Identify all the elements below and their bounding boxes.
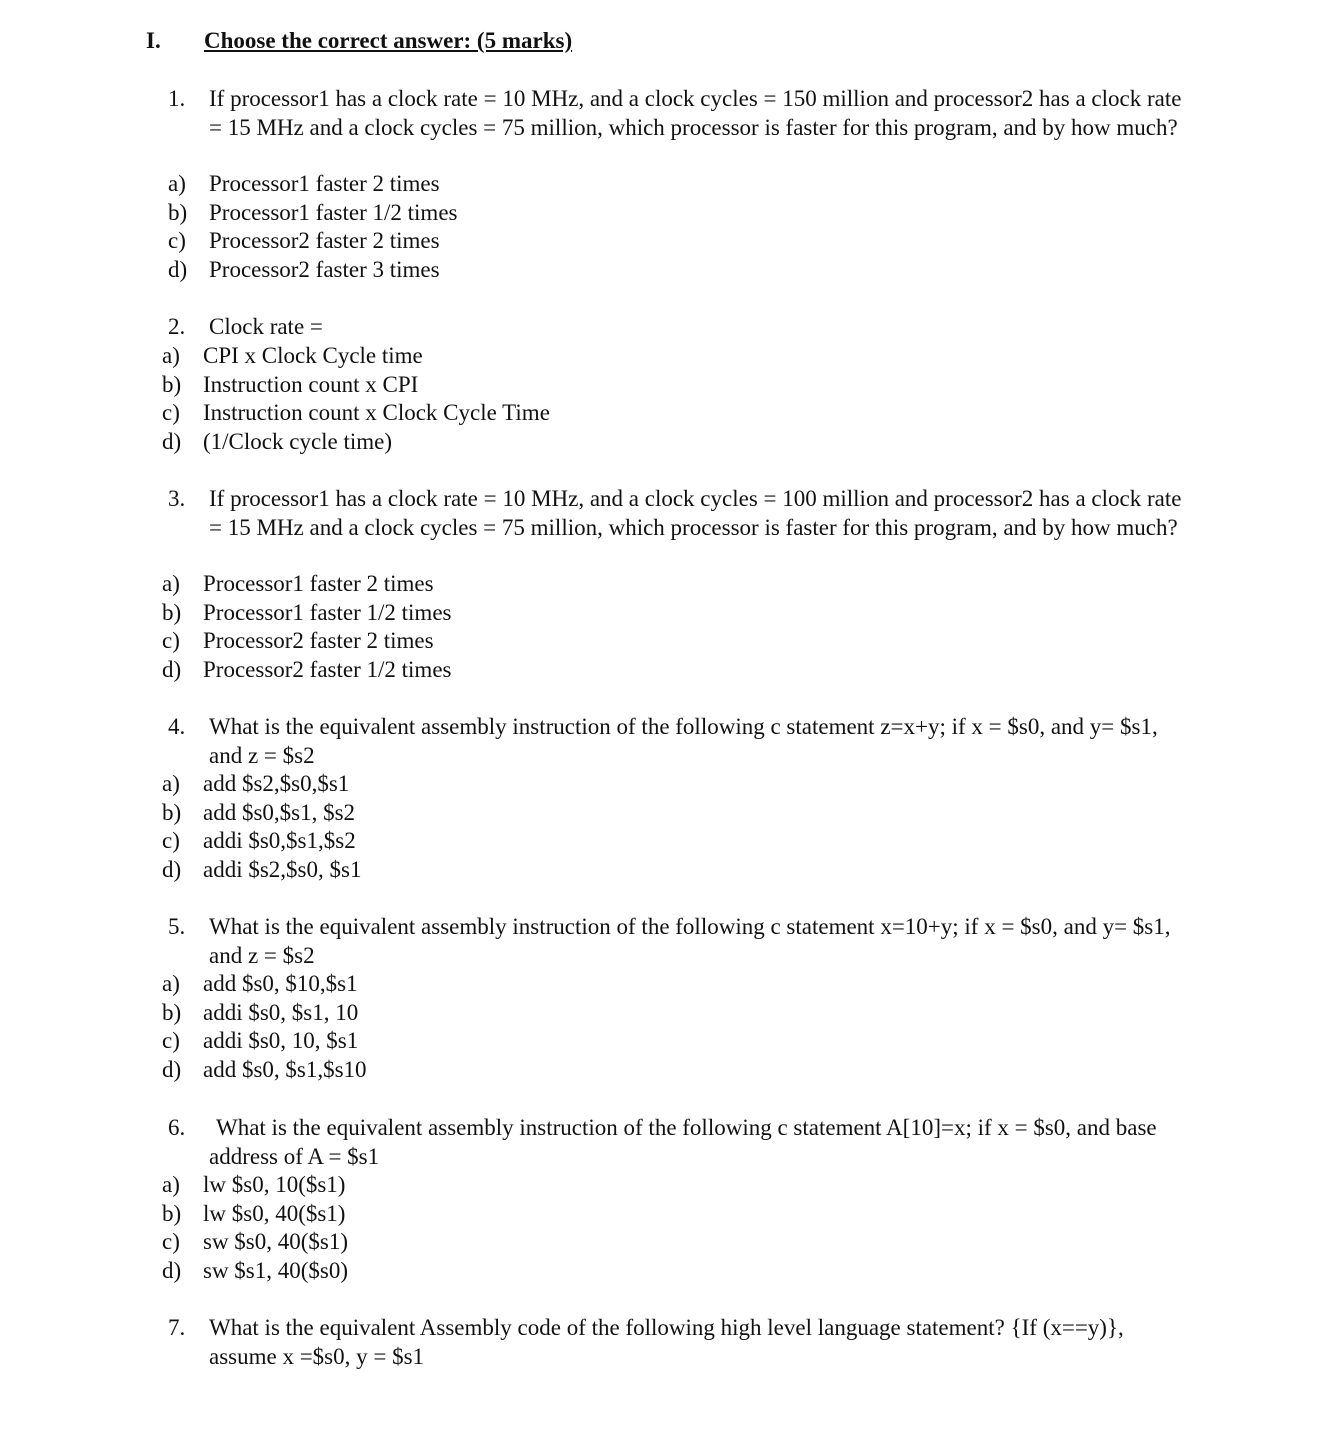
question-number: 1. xyxy=(168,86,186,111)
option-text: addi $s0,$s1,$s2 xyxy=(203,828,356,854)
section-number: I. xyxy=(146,28,161,53)
option-label: c) xyxy=(162,628,180,654)
option-label: a) xyxy=(162,1172,180,1197)
option-text: (1/Clock cycle time) xyxy=(203,429,393,455)
section-title: Choose the correct answer: (5 marks) xyxy=(204,28,573,53)
question-number: 3. xyxy=(168,486,186,511)
option-text: Processor2 faster 2 times xyxy=(203,628,434,654)
option-label: d) xyxy=(162,429,182,455)
question-number: 2. xyxy=(168,314,186,339)
option-label: a) xyxy=(162,571,180,596)
question-text: Clock rate = xyxy=(209,314,323,339)
option-text: addi $s2,$s0, $s1 xyxy=(203,857,362,883)
option-label: b) xyxy=(162,371,182,397)
option-label: d) xyxy=(162,857,182,883)
option-text: CPI x Clock Cycle time xyxy=(203,343,423,368)
option-text: Processor1 faster 2 times xyxy=(209,171,440,196)
option-text: sw $s1, 40($s0) xyxy=(203,1258,349,1284)
option-label: b) xyxy=(162,799,182,825)
option-label: c) xyxy=(162,1028,180,1054)
option-label: b) xyxy=(162,1200,182,1226)
option-label: d) xyxy=(168,257,188,283)
option-text: add $s0,$s1, $s2 xyxy=(203,799,356,825)
question-text: What is the equivalent assembly instruction of the following c statement A[10]=x; if x = $s0, and base address of A = $s1 xyxy=(209,1115,1157,1169)
option-label: d) xyxy=(162,1258,182,1284)
option-text: add $s0, $s1,$s10 xyxy=(203,1057,367,1083)
question-number: 4. xyxy=(168,714,186,739)
option-label: d) xyxy=(162,657,182,683)
option-text: Processor2 faster 3 times xyxy=(209,257,440,283)
option-label: b) xyxy=(168,199,188,225)
question-text: What is the equivalent assembly instruction of the following c statement z=x+y; if x = $s0, and y= $s1, and z = $s2 xyxy=(209,714,1158,768)
option-text: Instruction count x CPI xyxy=(203,371,419,397)
option-text: lw $s0, 40($s1) xyxy=(203,1200,346,1226)
option-text: addi $s0, $s1, 10 xyxy=(203,999,359,1025)
option-text: sw $s0, 40($s1) xyxy=(203,1229,349,1255)
option-text: add $s0, $10,$s1 xyxy=(203,971,358,996)
question-text: What is the equivalent Assembly code of the following high level language statement? {If (x==y)}, assume x =$s0, y = $s1 xyxy=(209,1315,1124,1369)
question-text: If processor1 has a clock rate = 10 MHz, and a clock cycles = 150 million and processor2 has a clock rate = 15 MHz and a clock cycles = 75 million, which processor is faster for this program, and by how much? xyxy=(209,86,1182,140)
option-label: b) xyxy=(162,999,182,1025)
question-number: 7. xyxy=(168,1315,186,1340)
option-text: Processor1 faster 1/2 times xyxy=(203,599,452,625)
option-label: b) xyxy=(162,599,182,625)
option-label: a) xyxy=(162,771,180,796)
option-label: a) xyxy=(162,971,180,996)
option-label: d) xyxy=(162,1057,182,1083)
option-label: c) xyxy=(162,400,180,426)
question-text: What is the equivalent assembly instruction of the following c statement x=10+y; if x = $s0, and y= $s1, and z = $s2 xyxy=(209,914,1171,968)
option-text: Processor1 faster 2 times xyxy=(203,571,434,596)
option-label: a) xyxy=(162,343,180,368)
option-text: Processor2 faster 1/2 times xyxy=(203,657,452,683)
question-number: 6. xyxy=(168,1115,186,1140)
option-text: Instruction count x Clock Cycle Time xyxy=(203,400,550,426)
option-text: addi $s0, 10, $s1 xyxy=(203,1028,359,1054)
option-text: lw $s0, 10($s1) xyxy=(203,1172,346,1197)
option-label: c) xyxy=(162,828,180,854)
option-text: Processor2 faster 2 times xyxy=(209,228,440,254)
option-label: c) xyxy=(162,1229,180,1255)
option-label: c) xyxy=(168,228,186,254)
option-text: add $s2,$s0,$s1 xyxy=(203,771,350,796)
question-text: If processor1 has a clock rate = 10 MHz, and a clock cycles = 100 million and processor2 has a clock rate = 15 MHz and a clock cycles = 75 million, which processor is faster for this program, and by how much? xyxy=(209,486,1182,540)
option-label: a) xyxy=(168,171,186,196)
option-text: Processor1 faster 1/2 times xyxy=(209,199,458,225)
question-number: 5. xyxy=(168,914,186,939)
